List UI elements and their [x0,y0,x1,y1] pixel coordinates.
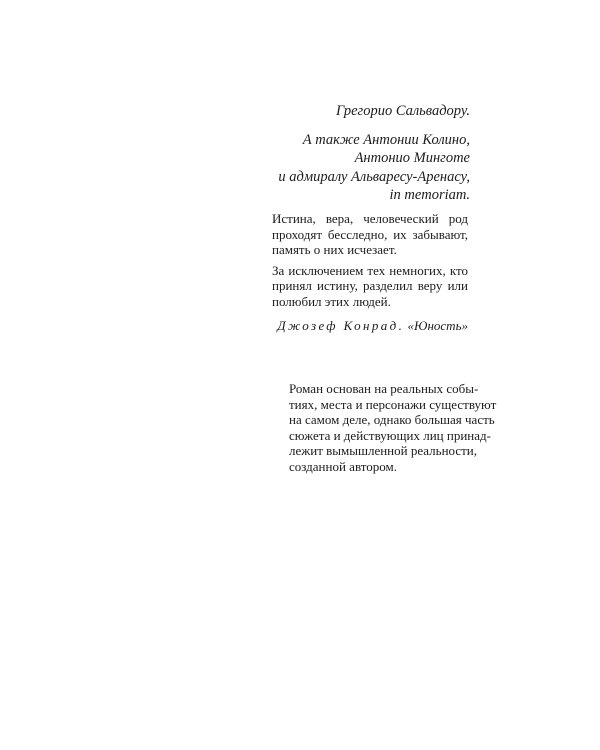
epigraph-work: «Юность» [407,318,468,333]
dedication-line: и адмиралу Альваресу-Аренасу, [278,168,470,185]
epigraph-paragraph: За исключением тех немногих, кто принял истину, разделил веру или полюбил этих людей. [272,262,468,309]
disclaimer-line: Роман основан на реальных собы- [289,381,479,396]
dedication-line: А также Антонии Колино, [302,131,470,148]
epigraph-paragraph: Истина, вера, человеческий род проходят бесследно, их забывают, память о них исчезает. [272,211,468,257]
fiction-disclaimer [289,381,497,475]
epigraph-author: Джозеф Конрад. [277,318,405,333]
epigraph-attribution [272,318,468,334]
disclaimer-line: сюжета и действующих лиц принад- [289,427,491,443]
dedication-line: in memoriam. [389,187,470,203]
disclaimer-line: на самом деле, однако большая часть [289,412,495,428]
epigraph [272,211,468,334]
disclaimer-line: созданной автором. [289,458,397,474]
disclaimer-line: лежит вымышленной реальности, [289,443,478,459]
disclaimer-line: тиях, места и персонажи существуют [289,396,497,412]
dedication-line: Грегорио Сальвадору. [336,103,470,119]
dedication-line: Антонио Минготе [354,150,470,166]
dedication [250,102,470,205]
